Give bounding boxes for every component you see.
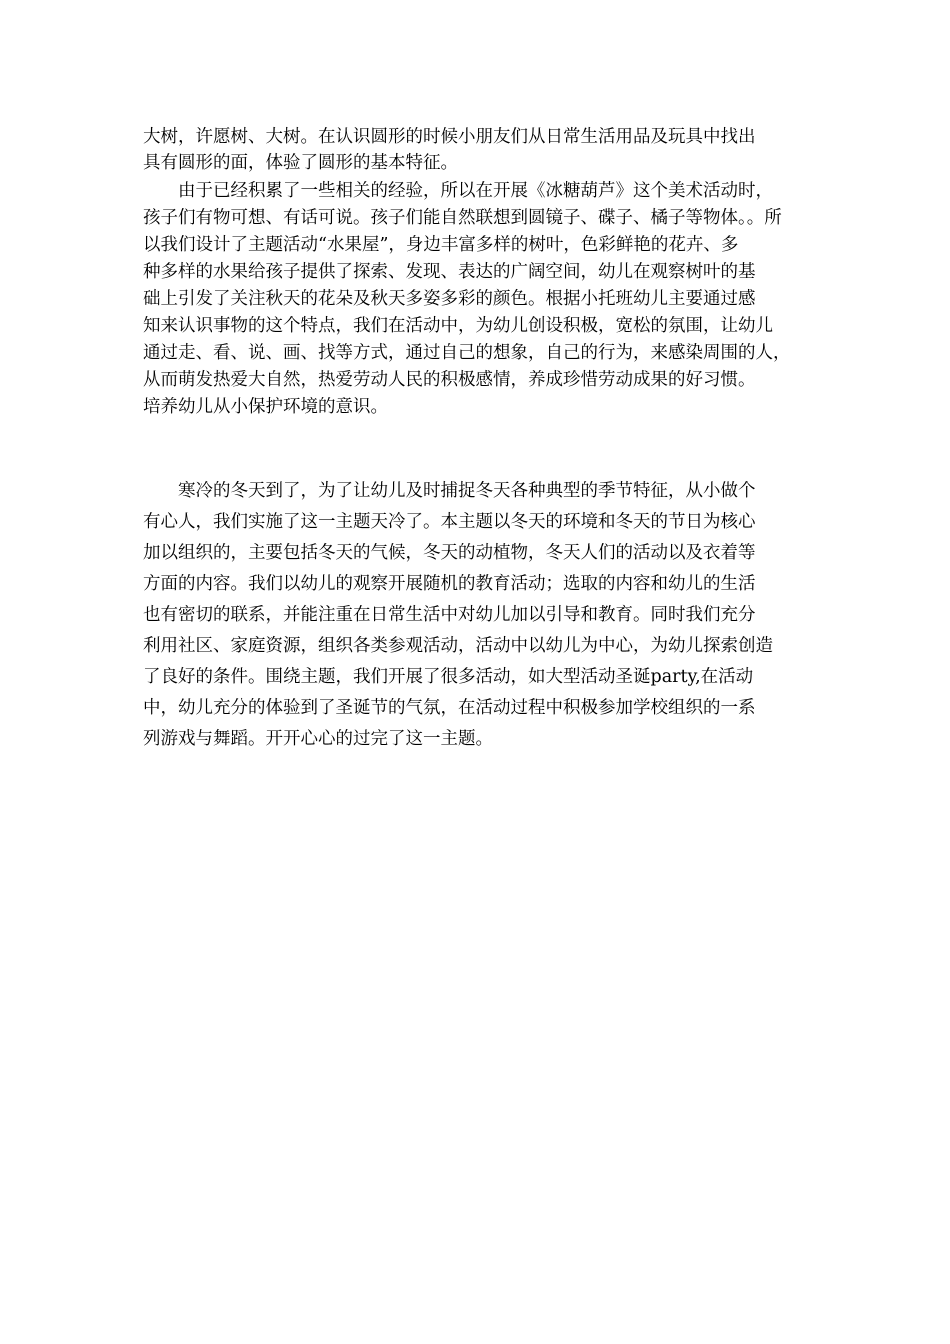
- paragraph-1-line: 大树，许愿树、大树。在认识圆形的时候小朋友们从日常生活用品及玩具中找出: [143, 127, 756, 147]
- paragraph-3-line: 加以组织的，主要包括冬天的气候，冬天的动植物，冬天人们的活动以及衣着等: [143, 543, 756, 563]
- paragraph-2-line: 由于已经积累了一些相关的经验，所以在开展《冰糖葫芦》这个美术活动时，: [178, 181, 773, 201]
- paragraph-3-line: 利用社区、家庭资源，组织各类参观活动，活动中以幼儿为中心，为幼儿探索创造: [143, 636, 773, 656]
- paragraph-3-line: 有心人，我们实施了这一主题天冷了。本主题以冬天的环境和冬天的节日为核心: [143, 512, 756, 532]
- paragraph-2-line: 以我们设计了主题活动“水果屋”，身边丰富多样的树叶，色彩鲜艳的花卉、多: [143, 235, 739, 255]
- paragraph-2-line: 培养幼儿从小保护环境的意识。: [143, 397, 388, 417]
- paragraph-2-line: 知来认识事物的这个特点，我们在活动中，为幼儿创设积极，宽松的氛围，让幼儿: [143, 316, 773, 336]
- paragraph-3-line: 了良好的条件。围绕主题，我们开展了很多活动，如大型活动圣诞party,在活动: [143, 667, 754, 687]
- paragraph-3-line: 也有密切的联系，并能注重在日常生活中对幼儿加以引导和教育。同时我们充分: [143, 605, 756, 625]
- paragraph-3-line: 方面的内容。我们以幼儿的观察开展随机的教育活动；选取的内容和幼儿的生活: [143, 574, 756, 594]
- paragraph-3-line: 寒冷的冬天到了，为了让幼儿及时捕捉冬天各种典型的季节特征，从小做个: [178, 481, 756, 501]
- paragraph-3-line: 列游戏与舞蹈。开开心心的过完了这一主题。: [143, 729, 493, 749]
- paragraph-2-line: 从而萌发热爱大自然，热爱劳动人民的积极感情，养成珍惜劳动成果的好习惯。: [143, 370, 756, 390]
- paragraph-2-line: 通过走、看、说、画、找等方式，通过自己的想象，自己的行为，来感染周围的人，: [143, 343, 791, 363]
- paragraph-1-line: 具有圆形的面，体验了圆形的基本特征。: [143, 153, 458, 173]
- paragraph-3-line: 中，幼儿充分的体验到了圣诞节的气氛，在活动过程中积极参加学校组织的一系: [143, 698, 756, 718]
- paragraph-2-line: 种多样的水果给孩子提供了探索、发现、表达的广阔空间，幼儿在观察树叶的基: [143, 262, 756, 282]
- paragraph-2-line: 础上引发了关注秋天的花朵及秋天多姿多彩的颜色。根据小托班幼儿主要通过感: [143, 289, 756, 309]
- paragraph-2-line: 孩子们有物可想、有话可说。孩子们能自然联想到圆镜子、碟子、橘子等物体。。所: [143, 208, 782, 228]
